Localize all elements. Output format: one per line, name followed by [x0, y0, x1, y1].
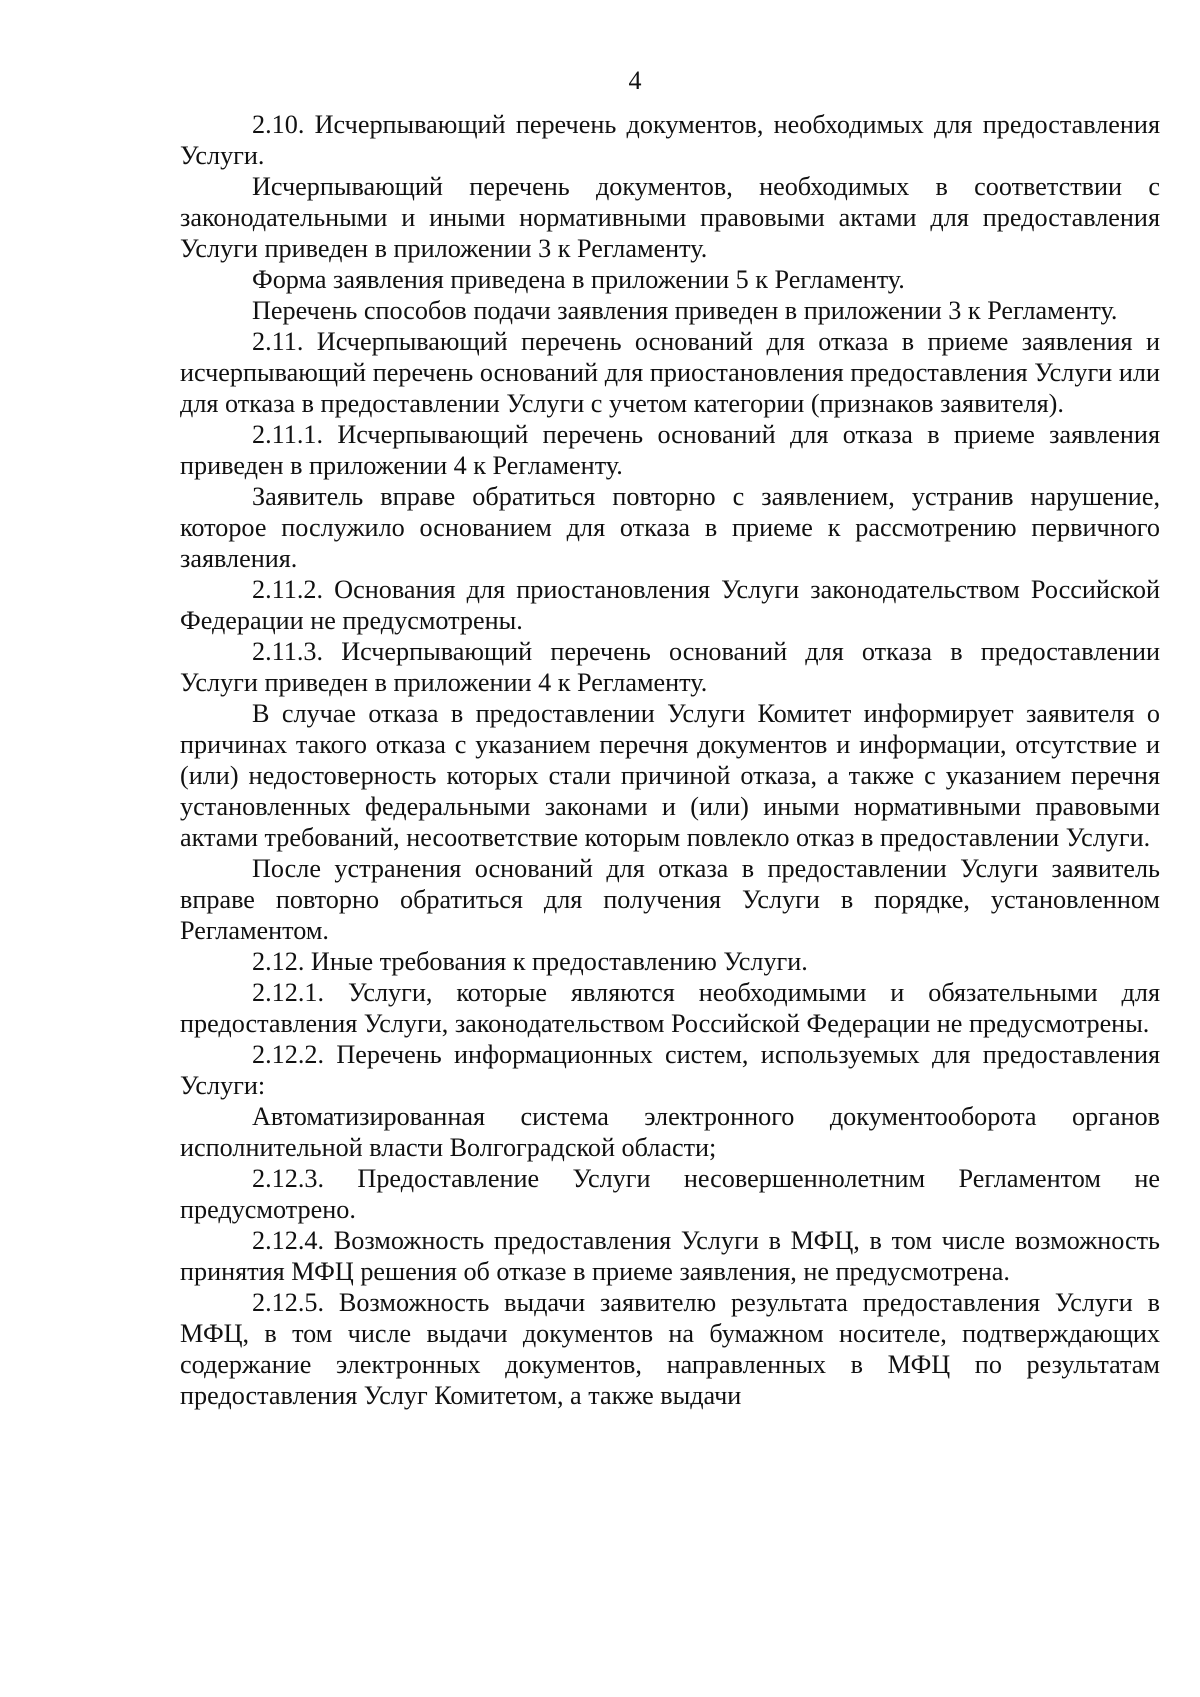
- paragraph: 2.12.5. Возможность выдачи заявителю результата предоставления Услуги в МФЦ, в том числе выдачи документов на бумажном носителе, подтверждающих содержание электронных документов, направленных в МФЦ по результатам предоставления Услуг Комитетом, а также выдачи: [180, 1288, 1160, 1410]
- document-body: [180, 109, 1160, 1411]
- page-number: 4: [628, 66, 642, 95]
- paragraph: 2.11.2. Основания для приостановления Услуги законодательством Российской Федерации не предусмотрены.: [180, 575, 1160, 635]
- paragraph: 2.12.3. Предоставление Услуги несовершеннолетним Регламентом не предусмотрено.: [180, 1164, 1160, 1224]
- paragraph: 2.12. Иные требования к предоставлению Услуги.: [252, 947, 808, 976]
- paragraph: 2.12.2. Перечень информационных систем, используемых для предоставления Услуги:: [180, 1040, 1160, 1100]
- paragraph: В случае отказа в предоставлении Услуги Комитет информирует заявителя о причинах такого отказа с указанием перечня документов и информации, отсутствие и (или) недостоверность которых стали причиной отказа, а также с указанием перечня установленных федеральными законами и (или) иными нормативными правовыми актами требований, несоответствие которым повлекло отказ в предоставлении Услуги.: [180, 699, 1160, 852]
- paragraph: Автоматизированная система электронного документооборота органов исполнительной власти Волгоградской области;: [180, 1102, 1160, 1162]
- paragraph: 2.11. Исчерпывающий перечень оснований для отказа в приеме заявления и исчерпывающий перечень оснований для приостановления предоставления Услуги или для отказа в предоставлении Услуги с учетом категории (признаков заявителя).: [180, 327, 1160, 418]
- paragraph: После устранения оснований для отказа в предоставлении Услуги заявитель вправе повторно обратиться для получения Услуги в порядке, установленном Регламентом.: [180, 854, 1160, 945]
- paragraph: 2.10. Исчерпывающий перечень документов, необходимых для предоставления Услуги.: [180, 110, 1160, 170]
- paragraph: Перечень способов подачи заявления приведен в приложении 3 к Регламенту.: [252, 296, 1118, 325]
- paragraph: 2.11.3. Исчерпывающий перечень оснований для отказа в предоставлении Услуги приведен в приложении 4 к Регламенту.: [180, 637, 1160, 697]
- paragraph: Форма заявления приведена в приложении 5 к Регламенту.: [252, 265, 905, 294]
- paragraph: Исчерпывающий перечень документов, необходимых в соответствии с законодательными и иными нормативными правовыми актами для предоставления Услуги приведен в приложении 3 к Регламенту.: [180, 172, 1160, 263]
- paragraph: 2.12.4. Возможность предоставления Услуги в МФЦ, в том числе возможность принятия МФЦ решения об отказе в приеме заявления, не предусмотрена.: [180, 1226, 1160, 1286]
- paragraph: 2.12.1. Услуги, которые являются необходимыми и обязательными для предоставления Услуги, законодательством Российской Федерации не предусмотрены.: [180, 978, 1160, 1038]
- paragraph: Заявитель вправе обратиться повторно с заявлением, устранив нарушение, которое послужило основанием для отказа в приеме к рассмотрению первичного заявления.: [180, 482, 1160, 573]
- paragraph: 2.11.1. Исчерпывающий перечень оснований для отказа в приеме заявления приведен в приложении 4 к Регламенту.: [180, 420, 1160, 480]
